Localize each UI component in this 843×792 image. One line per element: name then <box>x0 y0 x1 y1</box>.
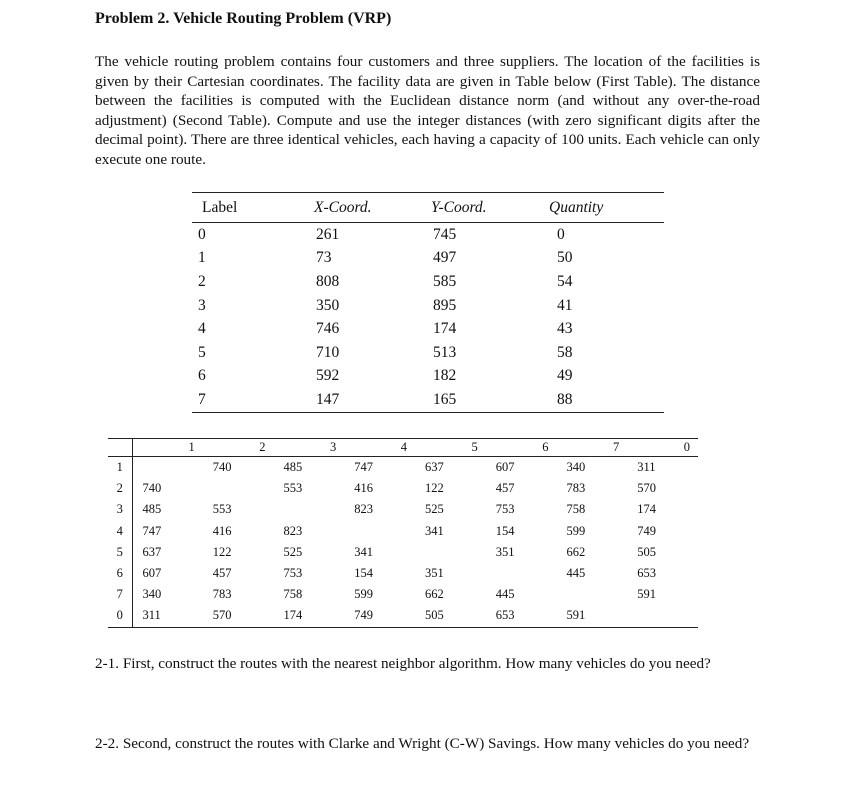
question-2-1: 2-1. First, construct the routes with the nearest neighbor algorithm. How many vehicles do you need? <box>95 655 711 672</box>
quantity-cell: 50 <box>557 249 573 267</box>
distance-row <box>108 478 698 499</box>
facility-row <box>192 270 664 294</box>
distance-cell: 485 <box>142 502 162 517</box>
distance-cell: 662 <box>566 544 586 559</box>
distance-cell: 525 <box>425 502 444 517</box>
distance-cell: 599 <box>354 587 373 602</box>
facility-label-cell: 1 <box>198 249 206 267</box>
distance-cell: 553 <box>212 502 232 517</box>
x-coord-cell: 73 <box>316 249 332 267</box>
distance-cell: 311 <box>637 460 656 475</box>
distance-cell: 340 <box>566 460 586 475</box>
facility-row <box>192 294 664 318</box>
y-coord-cell: 513 <box>433 343 457 361</box>
distance-col-header: 3 <box>274 439 345 457</box>
distance-cell: 823 <box>354 502 373 517</box>
distance-cell: 749 <box>344 605 415 627</box>
distance-cell: 591 <box>637 587 656 602</box>
distance-cell: 174 <box>274 605 345 627</box>
distance-cell: 485 <box>283 460 303 475</box>
x-coord-cell: 261 <box>316 225 340 243</box>
distance-row-header: 3 <box>108 499 132 520</box>
distance-cell: 758 <box>566 502 586 517</box>
distance-cell: 823 <box>283 523 303 538</box>
quantity-cell: 88 <box>545 388 664 412</box>
distance-cell: 445 <box>495 587 515 602</box>
facility-row <box>192 341 664 365</box>
facility-label-cell: 3 <box>198 296 206 314</box>
facility-table-body <box>192 223 664 413</box>
facility-table <box>192 192 664 413</box>
distance-row-header: 0 <box>108 605 132 627</box>
distance-cell: 570 <box>203 605 274 627</box>
y-coord-cell: 174 <box>433 320 457 338</box>
y-coord-cell: 165 <box>427 388 545 412</box>
distance-cell: 122 <box>212 544 232 559</box>
distance-cell: 753 <box>495 502 515 517</box>
distance-cell: 607 <box>495 460 515 475</box>
distance-col-header: 1 <box>132 439 203 457</box>
distance-cell: 747 <box>142 523 162 538</box>
distance-col-header: 5 <box>415 439 486 457</box>
distance-row-header: 6 <box>108 563 132 584</box>
distance-col-header: 7 <box>557 439 628 457</box>
distance-cell: 340 <box>142 587 162 602</box>
distance-col-header: 0 <box>627 439 698 457</box>
quantity-cell: 49 <box>557 367 573 385</box>
x-coord-cell: 808 <box>316 272 340 290</box>
distance-cell: 758 <box>283 587 303 602</box>
problem-intro: The vehicle routing problem contains four customers and three suppliers. The location of the facilities is given by their Cartesian coordinates. The facility data are given in Table below (First Table). The distance between the facilities is computed with the Euclidean distance norm (and without any over-the-road adjustment) (Second Table). Compute and use the integer distances (with zero significant digits after the decimal point). There are three identical vehicles, each having a capacity of 100 units. Each vehicle can only execute one route. <box>95 53 760 168</box>
facility-row <box>192 317 664 341</box>
distance-cell: 662 <box>425 587 444 602</box>
distance-cell: 753 <box>283 566 303 581</box>
quantity-cell: 0 <box>557 225 565 243</box>
distance-col-header: 2 <box>203 439 274 457</box>
distance-cell: 311 <box>132 605 203 627</box>
distance-col-header: 4 <box>344 439 415 457</box>
header-label: Label <box>192 193 310 223</box>
question-2-2: 2-2. Second, construct the routes with Clarke and Wright (C-W) Savings. How many vehicles do you need? <box>95 735 750 752</box>
distance-cell: 174 <box>637 502 656 517</box>
distance-cell: 457 <box>212 566 232 581</box>
distance-cell <box>344 521 415 542</box>
distance-row-header: 7 <box>108 584 132 605</box>
distance-table <box>108 438 698 628</box>
distance-row <box>108 521 698 542</box>
distance-row-header: 4 <box>108 521 132 542</box>
facility-label-cell: 4 <box>198 320 206 338</box>
header-x-coord: X-Coord. <box>310 193 427 223</box>
distance-cell: 525 <box>283 544 303 559</box>
distance-cell: 637 <box>425 460 444 475</box>
y-coord-cell: 182 <box>433 367 457 385</box>
distance-cell: 653 <box>637 566 656 581</box>
distance-cell: 607 <box>142 566 162 581</box>
facility-row <box>192 247 664 271</box>
distance-cell: 505 <box>637 544 656 559</box>
y-coord-cell: 585 <box>433 272 457 290</box>
y-coord-cell: 497 <box>433 249 457 267</box>
facility-row <box>192 223 664 247</box>
distance-cell <box>132 457 203 479</box>
distance-cell: 747 <box>354 460 373 475</box>
quantity-cell: 43 <box>557 320 573 338</box>
facility-table-header-row <box>192 193 664 223</box>
distance-cell: 783 <box>566 481 586 496</box>
distance-row-header: 2 <box>108 478 132 499</box>
quantity-cell: 41 <box>557 296 573 314</box>
x-coord-cell: 746 <box>316 320 340 338</box>
distance-cell <box>274 499 345 520</box>
distance-cell: 591 <box>557 605 628 627</box>
facility-row <box>192 365 664 389</box>
distance-row <box>108 605 698 627</box>
distance-row <box>108 542 698 563</box>
distance-cell <box>203 478 274 499</box>
distance-cell: 341 <box>425 523 444 538</box>
facility-label-cell: 2 <box>198 272 206 290</box>
distance-cell: 570 <box>637 481 656 496</box>
distance-cell: 505 <box>415 605 486 627</box>
facility-label-cell: 5 <box>198 343 206 361</box>
facility-label-cell: 7 <box>192 388 310 412</box>
x-coord-cell: 592 <box>316 367 340 385</box>
distance-cell: 416 <box>354 481 373 496</box>
distance-cell <box>627 605 698 627</box>
distance-cell: 749 <box>637 523 656 538</box>
header-y-coord: Y-Coord. <box>427 193 545 223</box>
distance-cell: 637 <box>142 544 162 559</box>
distance-cell: 553 <box>283 481 303 496</box>
facility-row <box>192 388 664 412</box>
distance-table-body <box>108 457 698 628</box>
distance-row-header: 5 <box>108 542 132 563</box>
y-coord-cell: 895 <box>433 296 457 314</box>
distance-cell: 416 <box>212 523 232 538</box>
x-coord-cell: 147 <box>310 388 427 412</box>
x-coord-cell: 710 <box>316 343 340 361</box>
distance-row <box>108 584 698 605</box>
facility-label-cell: 0 <box>198 225 206 243</box>
distance-cell: 341 <box>354 544 373 559</box>
distance-row <box>108 499 698 520</box>
distance-table-corner <box>108 439 132 457</box>
distance-cell <box>557 584 628 605</box>
distance-cell: 122 <box>425 481 444 496</box>
facility-label-cell: 6 <box>198 367 206 385</box>
distance-cell: 154 <box>354 566 373 581</box>
distance-col-header: 6 <box>486 439 557 457</box>
problem-title: Problem 2. Vehicle Routing Problem (VRP) <box>95 10 392 27</box>
distance-cell: 783 <box>212 587 232 602</box>
distance-cell <box>486 563 557 584</box>
distance-table-header-row <box>108 439 698 457</box>
quantity-cell: 58 <box>557 343 573 361</box>
quantity-cell: 54 <box>557 272 573 290</box>
y-coord-cell: 745 <box>433 225 457 243</box>
distance-cell: 740 <box>212 460 232 475</box>
header-quantity: Quantity <box>545 193 664 223</box>
distance-cell: 653 <box>486 605 557 627</box>
distance-cell: 740 <box>142 481 162 496</box>
distance-cell: 154 <box>495 523 515 538</box>
distance-cell: 445 <box>566 566 586 581</box>
distance-cell: 457 <box>495 481 515 496</box>
distance-cell: 351 <box>495 544 515 559</box>
x-coord-cell: 350 <box>316 296 340 314</box>
distance-cell: 351 <box>425 566 444 581</box>
distance-row <box>108 457 698 479</box>
distance-row <box>108 563 698 584</box>
distance-row-header: 1 <box>108 457 132 479</box>
distance-cell <box>415 542 486 563</box>
distance-cell: 599 <box>566 523 586 538</box>
